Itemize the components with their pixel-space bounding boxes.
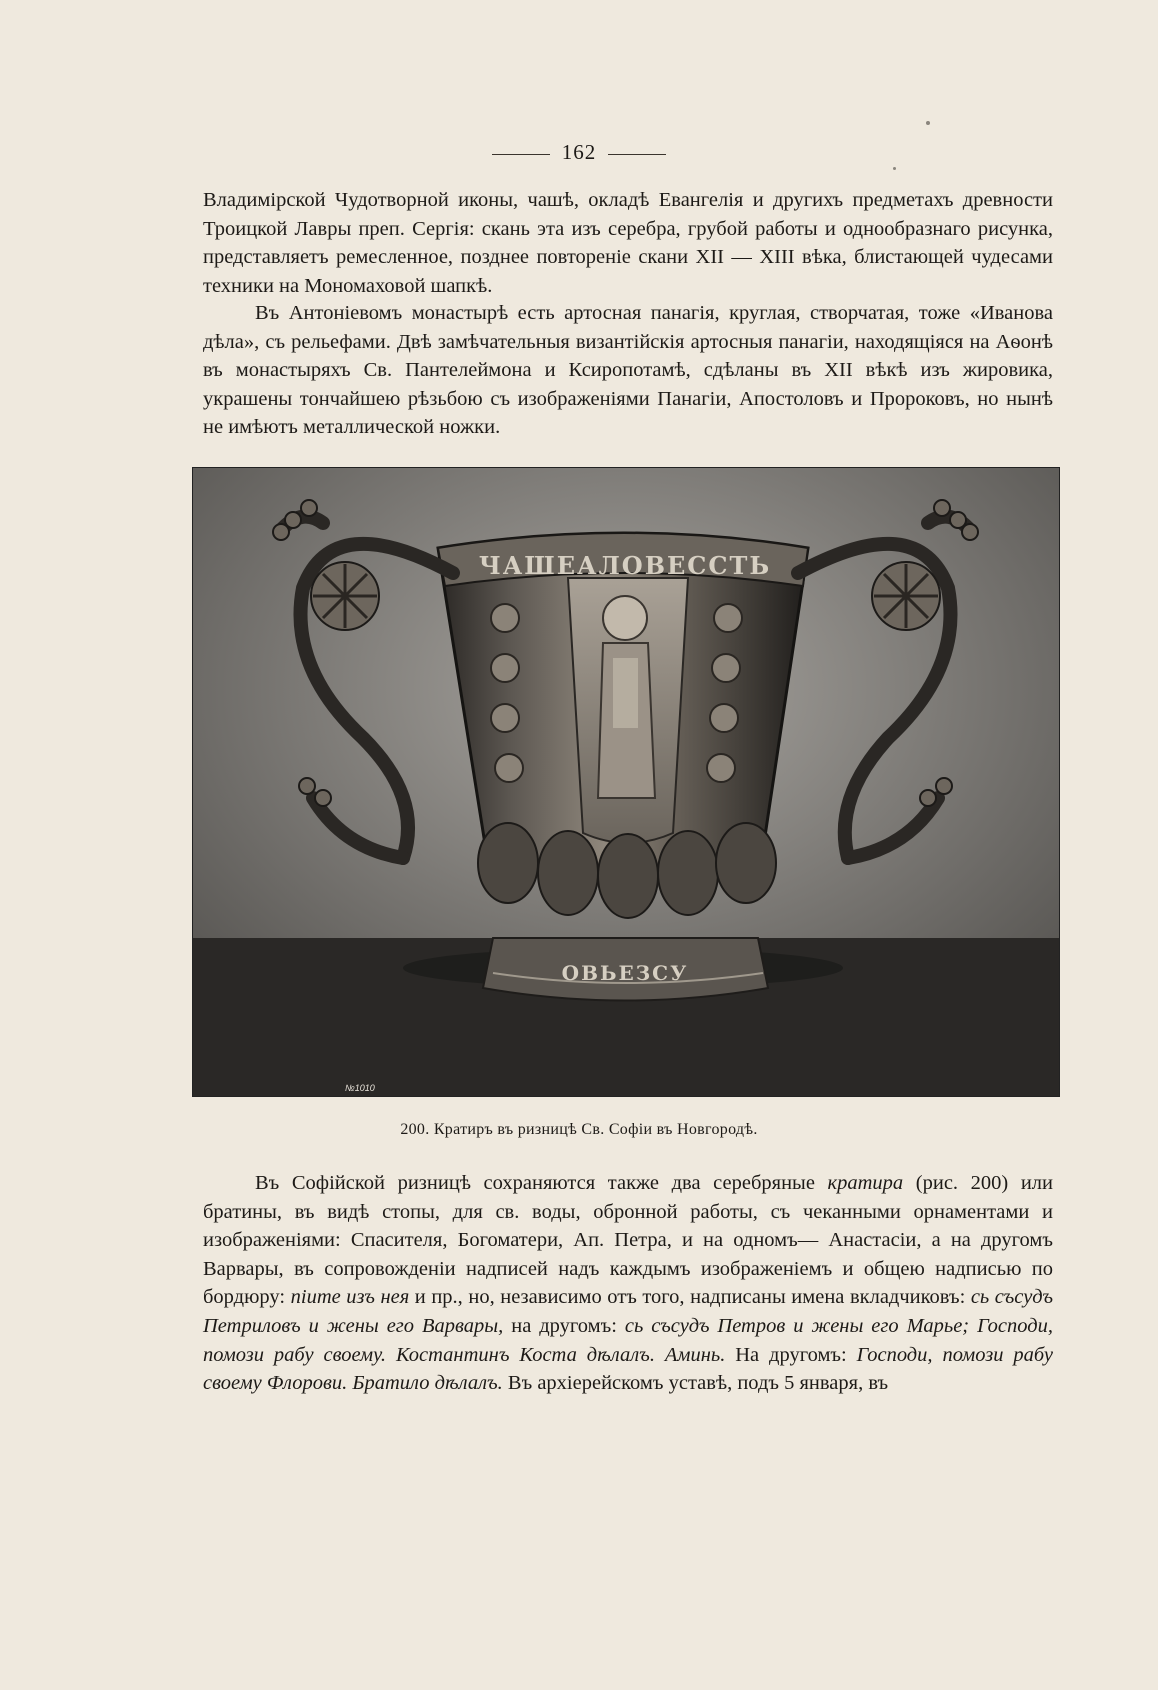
paragraph-3-text-1: Въ Софійской ризницѣ сохраняются также два серебряные	[255, 1172, 828, 1194]
rim-inscription: ЧАШЕАЛОВЕССТЬ	[478, 551, 772, 580]
paragraph-3-text-2: (рис. 200) или братины, въ видѣ стопы, для св. воды, обронной работы, съ чеканными орнаментами и изображеніями: Спасителя, Богоматери, Ап. Петра, и на одномъ— Анастасіи, а на другомъ Варвары, въ сопровожденіи надписей надъ каждымъ изображеніемъ и общею надписью по бордюру:	[203, 1172, 1053, 1309]
figure-caption: 200. Кратиръ въ ризницѣ Св. Софіи въ Новгородѣ.	[400, 1121, 758, 1138]
paragraph-1: Владимірской Чудотворной иконы, чашѣ, окладѣ Евангелія и другихъ предметахъ древности Троицкой Лавры преп. Сергія: скань эта изъ серебра, грубой работы и однообразнаго рисунка, представляетъ ремесленное, позднее повтореніе скани XII — XIII вѣка, блистающей чудесами техники на Мономаховой шапкѣ.	[203, 189, 1053, 297]
header-rule-right	[608, 154, 666, 155]
paragraph-3-italic-4: сь съсудъ Петров и жены его Марье; Господи, помози рабу своему. Костантинъ Коста дѣлалъ. Аминь.	[203, 1314, 1054, 1366]
paragraph-3-italic-2: піите изъ нея	[290, 1286, 410, 1309]
kratir-photograph	[192, 467, 1060, 1097]
paragraph-2-text: Въ Антоніевомъ монастырѣ есть артосная панагія, круглая, створчатая, тоже «Иванова дѣла», съ рельефами. Двѣ замѣчательныя византійскія артосныя панагіи, находящіяся на Аѳонѣ въ монастыряхъ Св. Пантелеймона и Ксиропотамѣ, сдѣланы въ XII вѣкѣ изъ жировика, украшены тончайшею рѣзьбою съ изображеніями Панагіи, Апостоловъ и Пророковъ, но нынѣ не имѣютъ металлической ножки.	[203, 302, 1053, 439]
paragraph-3-text-5: На другомъ:	[725, 1343, 857, 1366]
kratir-illustration	[193, 468, 1059, 1096]
paragraph-2	[203, 299, 1053, 442]
paragraph-3-italic-5: Господи, помози рабу своему Флорови. Братило дѣлалъ.	[203, 1343, 1054, 1395]
paragraph-3-text-4: на другомъ:	[503, 1314, 625, 1337]
paragraph-3-italic-1: кратира	[827, 1172, 904, 1194]
page-number: 162	[561, 140, 597, 164]
header-rule-left	[492, 154, 550, 155]
paper-speck	[893, 167, 896, 170]
paragraph-3-text-6: Въ архіерейскомъ уставѣ, подъ 5 января, въ	[502, 1372, 889, 1395]
page-number-header	[0, 140, 1158, 165]
paragraph-3-italic-3: сь съсудъ Петриловъ и жены его Варвары,	[203, 1286, 1054, 1337]
paper-speck	[926, 121, 930, 125]
paragraph-3	[203, 1169, 1053, 1398]
plate-mark: №1010	[345, 1083, 375, 1093]
foot-inscription: ОВЬЕЗСУ	[561, 961, 689, 985]
paragraph-3-text-3: и пр., но, независимо отъ того, надписаны имена вкладчиковъ:	[409, 1286, 971, 1309]
